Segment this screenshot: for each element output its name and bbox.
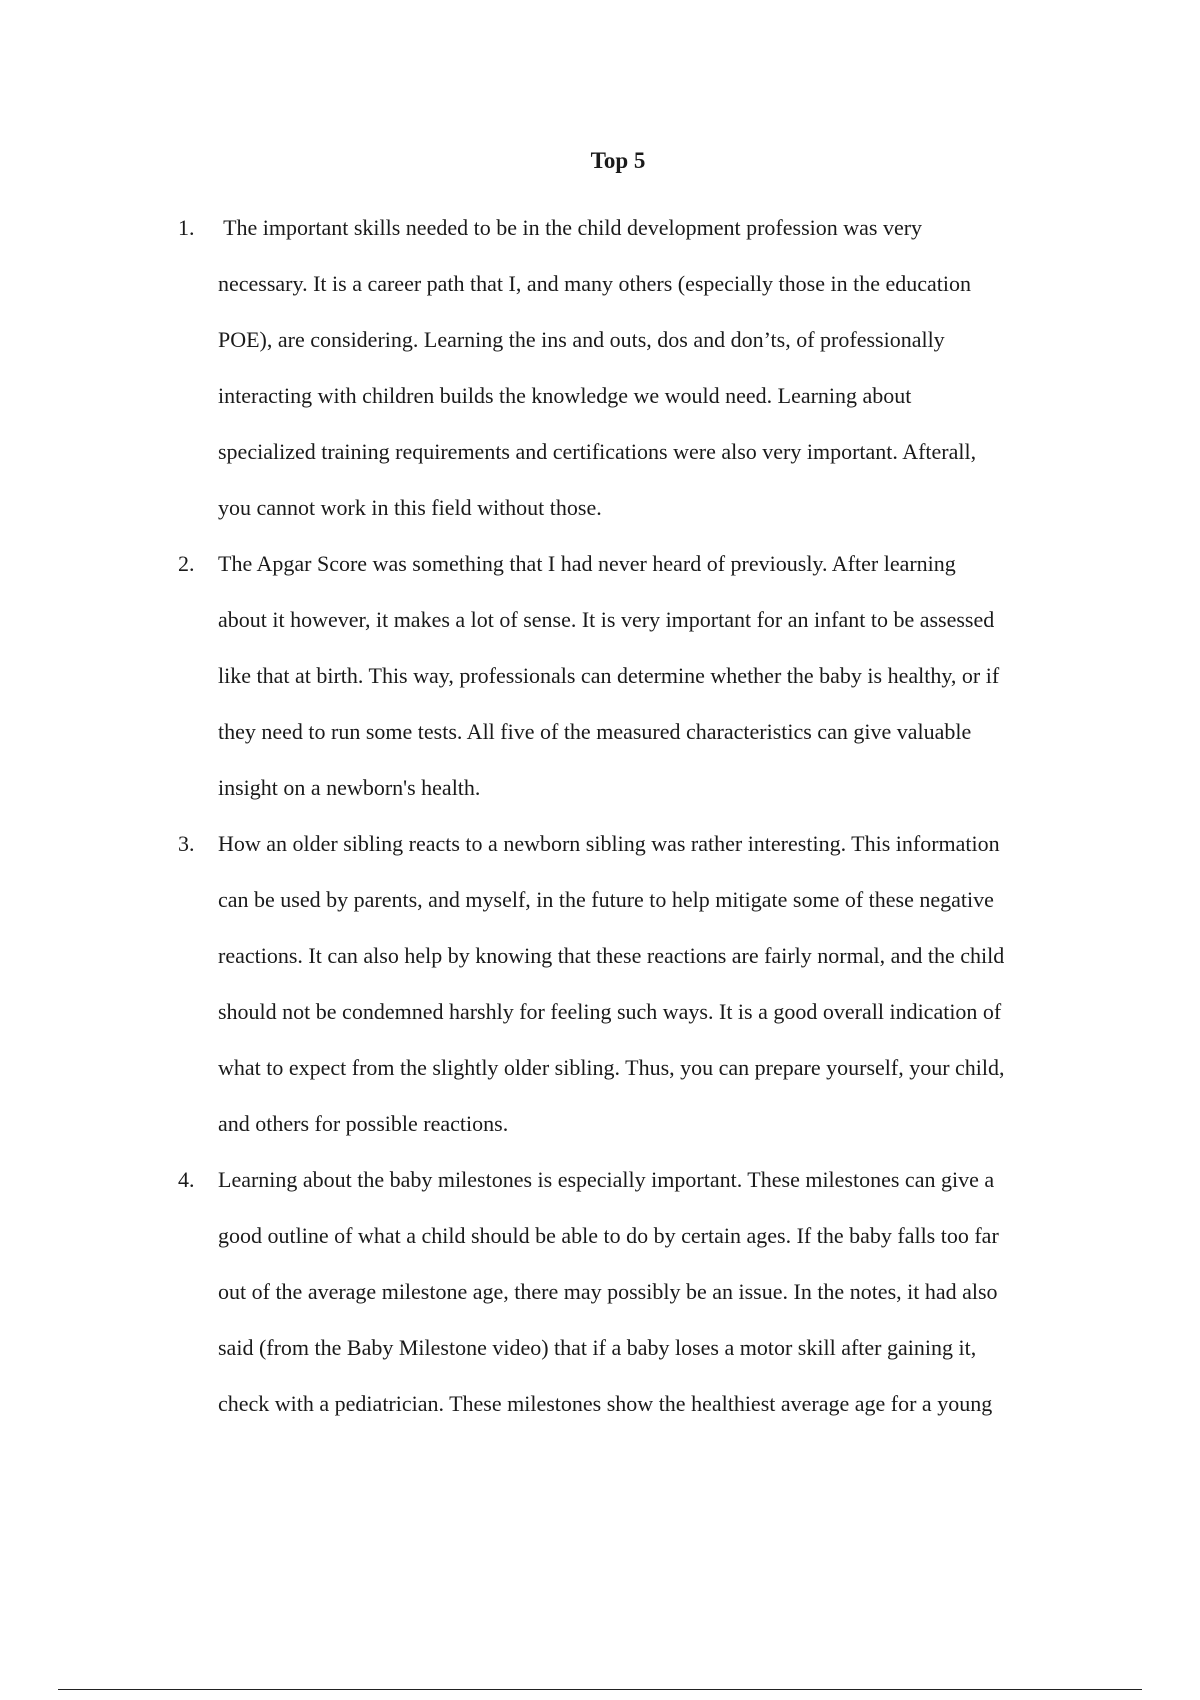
list-item-text <box>218 200 1088 536</box>
text-line: out of the average milestone age, there may possibly be an issue. In the notes, it had also <box>218 1279 998 1304</box>
text-line: POE), are considering. Learning the ins and outs, dos and don’ts, of professionally <box>218 327 945 352</box>
text-line: should not be condemned harshly for feeling such ways. It is a good overall indication of <box>218 999 1002 1024</box>
numbered-list <box>178 200 1088 1432</box>
text-line: specialized training requirements and certifications were also very important. Afterall, <box>218 439 977 464</box>
text-line: you cannot work in this field without those. <box>218 495 602 520</box>
text-line: How an older sibling reacts to a newborn sibling was rather interesting. This information <box>218 831 1000 856</box>
text-line: The Apgar Score was something that I had never heard of previously. After learning <box>218 551 956 576</box>
list-item-1 <box>178 200 1088 536</box>
text-line: about it however, it makes a lot of sense. It is very important for an infant to be assessed <box>218 607 995 632</box>
text-line: what to expect from the slightly older sibling. Thus, you can prepare yourself, your child, <box>218 1055 1005 1080</box>
text-line: check with a pediatrician. These milestones show the healthiest average age for a young <box>218 1391 993 1416</box>
list-item-text <box>218 1152 1088 1432</box>
text-line: Learning about the baby milestones is especially important. These milestones can give a <box>218 1167 995 1192</box>
list-number: 1. <box>178 215 195 240</box>
page-title: Top 5 <box>590 148 646 173</box>
list-item-text <box>218 536 1088 816</box>
text-line: interacting with children builds the knowledge we would need. Learning about <box>218 383 912 408</box>
list-item-text <box>218 816 1088 1152</box>
text-line: they need to run some tests. All five of the measured characteristics can give valuable <box>218 719 972 744</box>
text-line: The important skills needed to be in the child development profession was very <box>218 215 923 240</box>
text-line: necessary. It is a career path that I, and many others (especially those in the education <box>218 271 971 296</box>
text-line: good outline of what a child should be able to do by certain ages. If the baby falls too far <box>218 1223 999 1248</box>
text-line: reactions. It can also help by knowing that these reactions are fairly normal, and the child <box>218 943 1005 968</box>
text-line: can be used by parents, and myself, in the future to help mitigate some of these negative <box>218 887 994 912</box>
text-line: and others for possible reactions. <box>218 1111 509 1136</box>
list-item-4 <box>178 1152 1088 1432</box>
list-number: 3. <box>178 831 195 856</box>
list-number: 4. <box>178 1167 195 1192</box>
list-item-2 <box>178 536 1088 816</box>
text-line: insight on a newborn's health. <box>218 775 481 800</box>
list-item-3 <box>178 816 1088 1152</box>
text-line: like that at birth. This way, professionals can determine whether the baby is healthy, or if <box>218 663 1000 688</box>
page-bottom-divider <box>58 1689 1142 1690</box>
list-number: 2. <box>178 551 195 576</box>
text-line: said (from the Baby Milestone video) that if a baby loses a motor skill after gaining it, <box>218 1335 977 1360</box>
